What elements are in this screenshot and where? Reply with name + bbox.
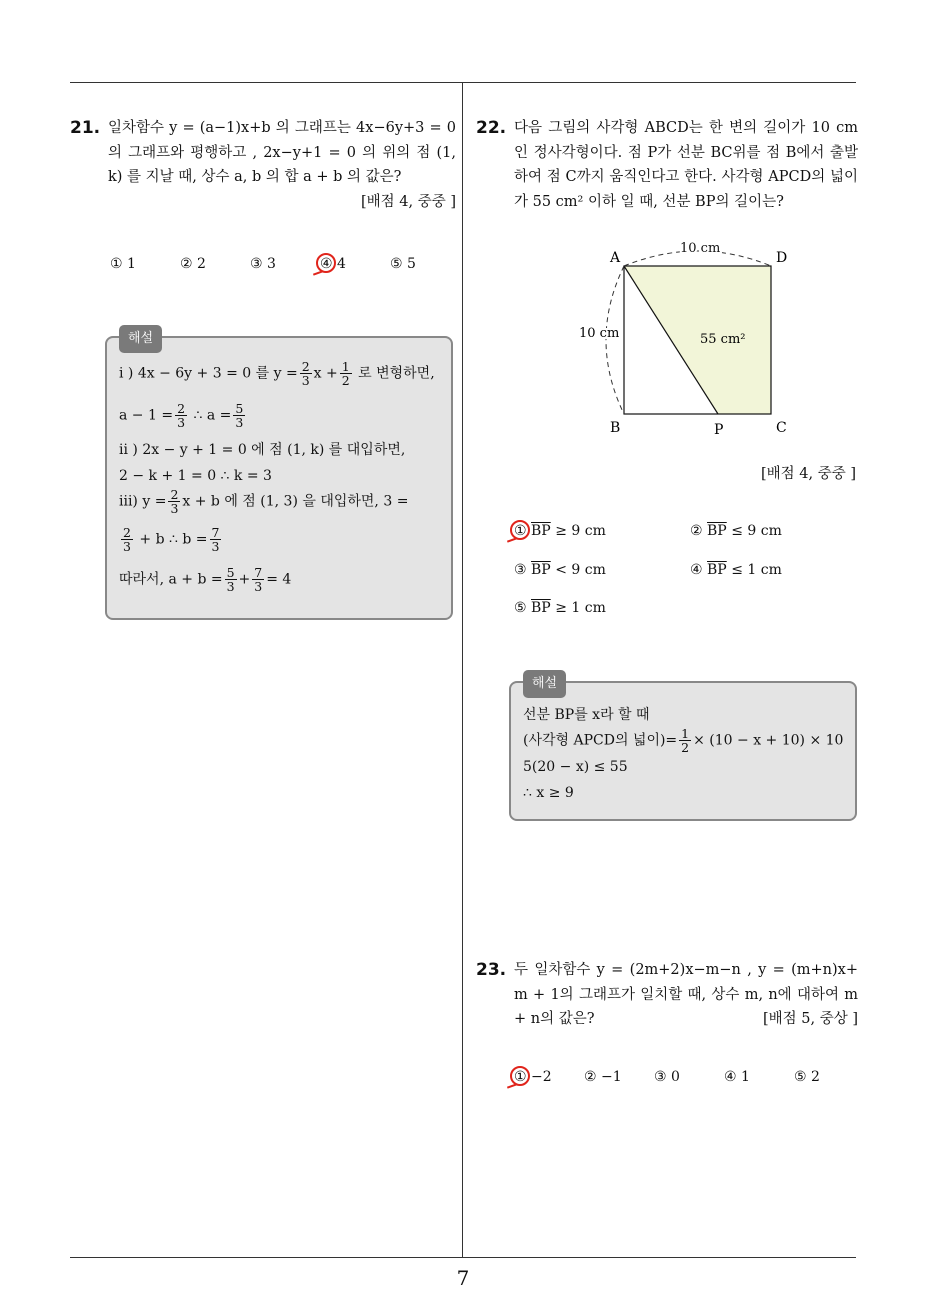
solution-line: 따라서, a + b = $\frac{5}{3}$ + $\frac{7}{3}$ = 4 bbox=[119, 565, 292, 594]
top-length-label: 10 cm bbox=[680, 241, 721, 256]
choice-2[interactable]: ② $\overline{BP} \le 9$ cm bbox=[690, 523, 782, 539]
shaded-region-apcd bbox=[624, 266, 771, 414]
area-label: 55 cm² bbox=[700, 332, 746, 347]
question-number: 23. bbox=[476, 960, 507, 980]
left-length-label: 10 cm bbox=[579, 326, 620, 341]
point-p: P bbox=[714, 422, 724, 438]
choice-1[interactable]: ① 1 bbox=[110, 256, 136, 272]
vertex-a: A bbox=[610, 250, 621, 266]
solution-line: 선분 BP를 x라 할 때 bbox=[523, 707, 650, 723]
solution-line: i ) 4x − 6y + 3 = 0 를 y = $\frac{2}{3}$ x + $\frac{1}{2}$ 로 변형하면, bbox=[119, 359, 435, 388]
choice-4[interactable]: ④ 1 bbox=[724, 1069, 750, 1085]
choice-3[interactable]: ③ 0 bbox=[654, 1069, 680, 1085]
solution-tag: 해설 bbox=[523, 670, 566, 698]
page-number: 7 bbox=[456, 1266, 470, 1290]
square-diagram bbox=[576, 240, 806, 440]
question-score: [배점 5, 중상 ] bbox=[762, 1011, 858, 1027]
solution-line: iii) y = $\frac{2}{3}$ x + b 에 점 (1, 3) 을 대입하면, 3 = bbox=[119, 487, 409, 516]
solution-line: ∴ x ≥ 9 bbox=[523, 785, 574, 801]
top-rule bbox=[70, 82, 856, 83]
question-number: 21. bbox=[70, 118, 101, 138]
choice-3[interactable]: ③ 3 bbox=[250, 256, 276, 272]
solution-line: 2 − k + 1 = 0 ∴ k = 3 bbox=[119, 468, 272, 484]
question-21 bbox=[70, 116, 456, 214]
answer-circle-mark bbox=[510, 520, 530, 540]
choice-5[interactable]: ⑤ 5 bbox=[390, 256, 416, 272]
choice-2[interactable]: ② 2 bbox=[180, 256, 206, 272]
solution-line: 5(20 − x) ≤ 55 bbox=[523, 759, 628, 775]
solution-line: (사각형 APCD의 넓이)= $\frac{1}{2}$ × (10 − x + 10) × 10 bbox=[523, 726, 844, 755]
square-figure bbox=[576, 240, 806, 444]
choice-5[interactable]: ⑤ 2 bbox=[794, 1069, 820, 1085]
vertex-d: D bbox=[776, 250, 788, 266]
question-number: 22. bbox=[476, 118, 507, 138]
question-text: 두 일차함수 y = (2m+2)x−m−n , y = (m+n)x+ m + 1의 그래프가 일치할 때, 상수 m, n에 대하여 m + n의 값은? [배점 5, 중상 ] bbox=[514, 958, 858, 1032]
solution-line: ii ) 2x − y + 1 = 0 에 점 (1, k) 를 대입하면, bbox=[119, 442, 406, 458]
choice-4[interactable]: ④ 4 bbox=[320, 256, 346, 272]
question-text: 다음 그림의 사각형 ABCD는 한 변의 길이가 10 cm 인 정사각형이다. 점 P가 선분 BC위를 점 B에서 출발하여 점 C까지 움직인다고 한다. 사각형 APCD의 넓이가 55 cm² 이하 일 때, 선분 BP의 길이는? bbox=[514, 120, 858, 210]
choice-4[interactable]: ④ $\overline{BP} \le 1$ cm bbox=[690, 562, 782, 578]
column-divider bbox=[462, 82, 463, 1258]
vertex-c: C bbox=[776, 420, 787, 436]
question-text: 일차함수 y = (a−1)x+b 의 그래프는 4x−6y+3 = 0 의 그래프와 평행하고 , 2x−y+1 = 0 의 위의 점 (1, k) 를 지날 때, 상수 a, b 의 합 a + b 의 값은? [배점 4, 중중 ] bbox=[108, 116, 456, 214]
question-23 bbox=[476, 958, 858, 1032]
answer-circle-mark bbox=[510, 1066, 530, 1086]
question-22 bbox=[476, 116, 858, 214]
solution-box-21 bbox=[105, 331, 453, 620]
solution-line: $\frac{2}{3}$ + b ∴ b = $\frac{7}{3}$ bbox=[123, 525, 220, 554]
choice-2[interactable]: ② −1 bbox=[584, 1069, 622, 1085]
choice-1[interactable]: ① $\overline{BP} \ge 9$ cm bbox=[514, 523, 606, 539]
solution-line: a − 1 = $\frac{2}{3}$ ∴ a = $\frac{5}{3}$ bbox=[119, 401, 244, 430]
solution-tag: 해설 bbox=[119, 325, 162, 353]
bottom-rule bbox=[70, 1257, 856, 1258]
question-score: [배점 4, 중중 ] bbox=[760, 466, 856, 482]
choice-5[interactable]: ⑤ $\overline{BP} \ge 1$ cm bbox=[514, 600, 606, 616]
vertex-b: B bbox=[610, 420, 621, 436]
choice-3[interactable]: ③ $\overline{BP} < 9$ cm bbox=[514, 562, 606, 578]
solution-box-22 bbox=[509, 676, 857, 821]
question-score: [배점 4, 중중 ] bbox=[360, 193, 456, 210]
answer-circle-mark bbox=[316, 253, 336, 273]
choice-1[interactable]: ① −2 bbox=[514, 1069, 552, 1085]
